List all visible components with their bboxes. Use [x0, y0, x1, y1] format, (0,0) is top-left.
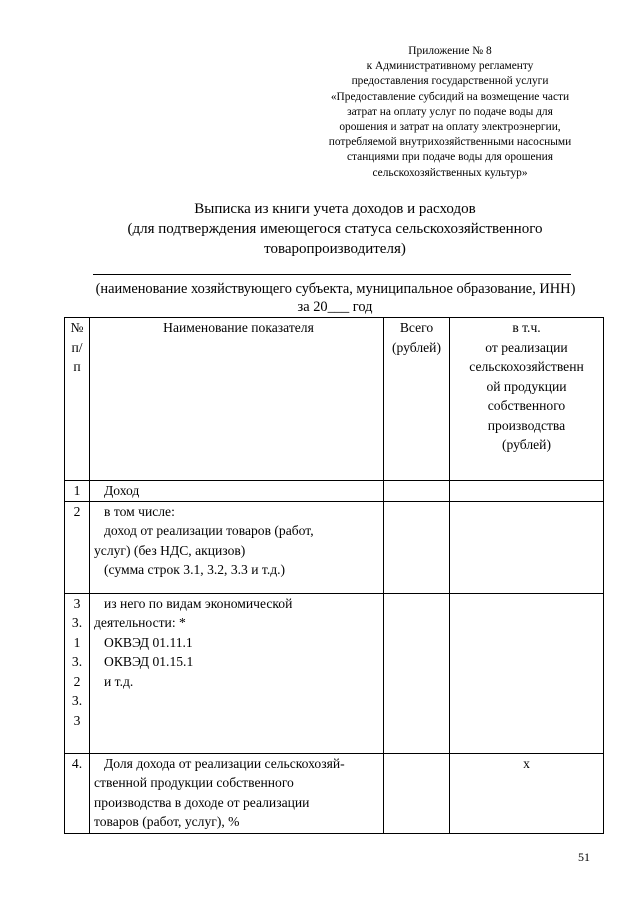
- annex-line: предоставления государственной услуги: [351, 75, 549, 88]
- row-number-line: 3: [73, 712, 81, 728]
- annex-line: орошения и затрат на оплату электроэнергии,: [339, 121, 561, 134]
- page-number: 51: [578, 850, 590, 864]
- row-number-line: 2: [73, 503, 81, 519]
- header-incl: [450, 318, 604, 481]
- row-number-line: 1: [73, 634, 81, 650]
- header-num-line: п/: [71, 339, 83, 355]
- row-number-line: 4.: [71, 755, 83, 771]
- row-number-line: 3: [73, 595, 81, 611]
- header-total-line: (рублей): [392, 339, 441, 355]
- row-number: [65, 481, 90, 502]
- row-incl-value: х: [450, 753, 604, 833]
- table-row: [65, 593, 604, 753]
- annex-line: сельскохозяйственных культур»: [372, 166, 528, 179]
- row-number-line: 3.: [71, 615, 83, 630]
- row-indicator-line: из него по видам экономической: [104, 595, 293, 611]
- title-line: (для подтверждения имеющегося статуса сельскохозяйственного: [127, 221, 543, 237]
- row-indicator-name: [90, 481, 384, 502]
- annex-line: Приложение № 8: [408, 45, 492, 57]
- row-indicator-line: ОКВЭД 01.15.1: [104, 654, 194, 669]
- row-total-value: [384, 501, 450, 593]
- year-line: за 20___ год: [297, 299, 373, 315]
- document-title: [70, 199, 600, 259]
- title-line: товаропроизводителя): [264, 241, 406, 257]
- row-incl-value: [450, 481, 604, 502]
- income-table: [64, 317, 604, 834]
- row-indicator-line: доход от реализации товаров (работ,: [104, 523, 314, 538]
- row-indicator-line: в том числе:: [104, 503, 175, 519]
- annex-line: станциями при подаче воды для орошения: [346, 151, 553, 164]
- row-indicator-name: [90, 593, 384, 753]
- row-incl-value: [450, 593, 604, 753]
- header-num-line: №: [70, 320, 84, 335]
- entity-caption: (наименование хозяйствующего субъекта, муниципальное образование, ИНН): [95, 281, 576, 297]
- title-line: Выписка из книги учета доходов и расходов: [194, 201, 476, 217]
- row-indicator-line: и т.д.: [104, 673, 134, 689]
- row-indicator-line: ственной продукции собственного: [94, 775, 294, 790]
- row-indicator-line: деятельности: *: [94, 615, 186, 630]
- row-incl-value: [450, 501, 604, 593]
- row-indicator-line: производства в доходе от реализации: [94, 794, 310, 810]
- header-incl-line: (рублей): [502, 437, 551, 452]
- row-indicator-line: (сумма строк 3.1, 3.2, 3.3 и т.д.): [104, 562, 286, 577]
- annex-line: потребляемой внутрихозяйственными насосными: [328, 136, 572, 149]
- row-number: [65, 753, 90, 833]
- table-header-row: [65, 318, 604, 481]
- table-row: [65, 481, 604, 502]
- row-indicator-line: товаров (работ, услуг), %: [94, 814, 240, 829]
- header-incl-line: собственного: [487, 398, 566, 413]
- annex-line: «Предоставление субсидий на возмещение части: [330, 90, 570, 103]
- row-number-line: 3.: [71, 654, 83, 669]
- header-incl-line: производства: [487, 417, 566, 433]
- header-total: [384, 318, 450, 481]
- row-number-line: 3.: [71, 693, 83, 708]
- header-incl-line: от реализации: [485, 339, 568, 355]
- annex-block: [300, 44, 600, 181]
- row-indicator-line: услуг) (без НДС, акцизов): [94, 542, 246, 558]
- row-total-value: [384, 481, 450, 502]
- row-indicator-line: Доход: [104, 483, 140, 498]
- row-indicator-line: ОКВЭД 01.11.1: [104, 634, 193, 650]
- header-num: [65, 318, 90, 481]
- table-row: [65, 501, 604, 593]
- row-number: [65, 593, 90, 753]
- table-row: [65, 753, 604, 833]
- row-indicator-name: [90, 501, 384, 593]
- row-number: [65, 501, 90, 593]
- header-incl-line: сельскохозяйственн: [469, 359, 584, 374]
- row-indicator-line: Доля дохода от реализации сельскохозяй-: [104, 755, 345, 771]
- row-total-value: [384, 753, 450, 833]
- row-number-line: 1: [73, 483, 81, 498]
- header-incl-line: в т.ч.: [512, 320, 541, 335]
- entity-blank-line: [93, 274, 571, 275]
- header-num-line: п: [73, 359, 81, 374]
- row-number-line: 2: [73, 673, 81, 689]
- annex-line: к Административному регламенту: [366, 60, 534, 73]
- header-incl-line: ой продукции: [486, 378, 567, 394]
- header-total-line: Всего: [399, 320, 434, 335]
- row-total-value: [384, 593, 450, 753]
- header-name: Наименование показателя: [90, 318, 384, 481]
- annex-line: затрат на оплату услуг по подаче воды для: [347, 105, 553, 118]
- row-indicator-name: [90, 753, 384, 833]
